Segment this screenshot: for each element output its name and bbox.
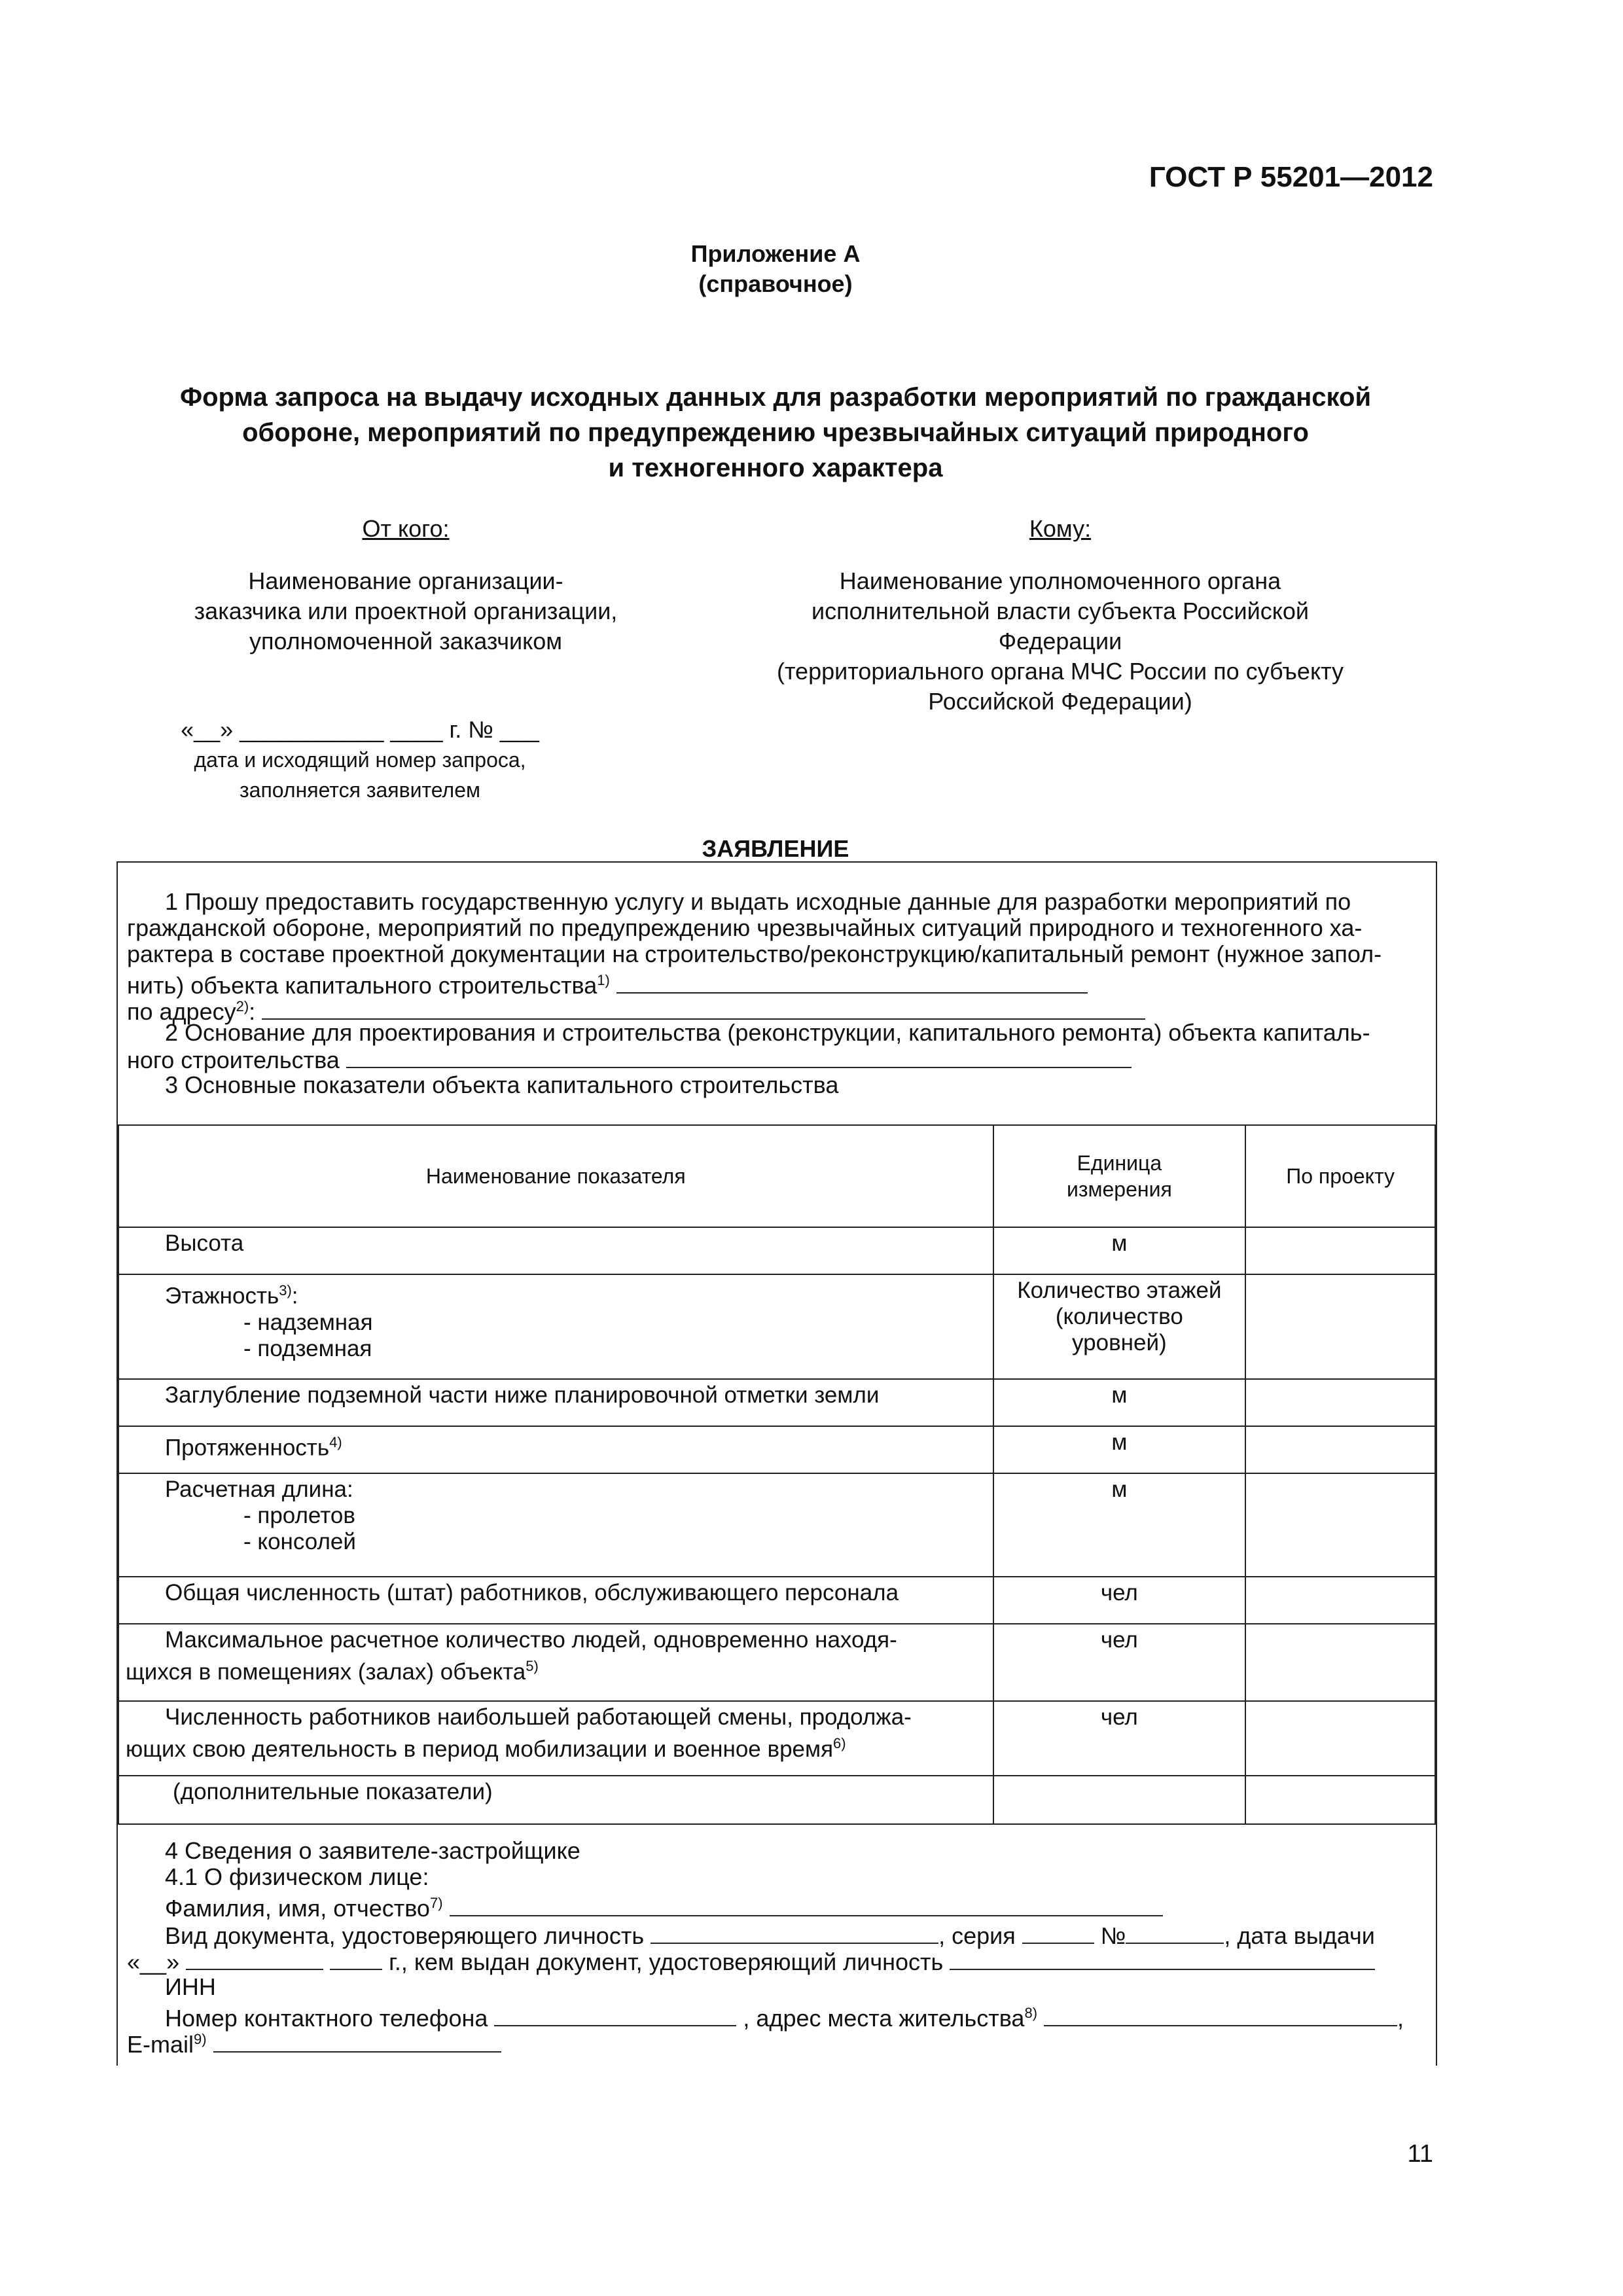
object-name-field[interactable] (616, 971, 1088, 994)
phone-field[interactable] (494, 2004, 736, 2026)
full-name-field[interactable] (450, 1894, 1163, 1916)
appendix-title: Приложение А (690, 240, 861, 267)
project-value-cell[interactable] (1245, 1274, 1435, 1379)
table-row: Высота м (118, 1227, 1435, 1274)
appendix-subtitle: (справочное) (698, 270, 853, 297)
request-date-block: «__» ___________ ____ г. № ___ дата и исходящий номер запроса, заполняется заявителем (164, 715, 556, 805)
unit-cell[interactable] (993, 1776, 1246, 1824)
project-value-cell[interactable] (1245, 1624, 1435, 1701)
project-value-cell[interactable] (1245, 1379, 1435, 1426)
table-row: (дополнительные показатели) (118, 1776, 1435, 1824)
table-row: Этажность$^{3)}$: - надземная - подземная Количество этажей (количество уровней) (118, 1274, 1435, 1379)
basis-field[interactable] (346, 1046, 1132, 1068)
form-title: Форма запроса на выдачу исходных данных для разработки мероприятий по гражданской обороне, мероприятий по предупреждению чрезвычайных ситуаций природного и техногенного характера (179, 383, 1372, 482)
standard-number: ГОСТ Р 55201—2012 (1149, 161, 1433, 193)
recipient-block: Кому: Наименование уполномоченного органа исполнительной власти субъекта Российской Федерации (территориального органа МЧС России по субъекту Российской Федерации) (733, 514, 1387, 717)
statement-heading: ЗАЯВЛЕНИЕ (702, 835, 849, 862)
issued-by-field[interactable] (950, 1948, 1375, 1970)
table-row: Численность работников наибольшей работающей смены, продолжа- ющих свою деятельность в период мобилизации и военное время$^{6)}$ чел (118, 1701, 1435, 1776)
project-value-cell[interactable] (1245, 1227, 1435, 1274)
recipient-label: Кому: (1029, 515, 1092, 542)
project-value-cell[interactable] (1245, 1701, 1435, 1776)
table-row: Общая численность (штат) работников, обслуживающего персонала чел (118, 1577, 1435, 1624)
project-value-cell[interactable] (1245, 1776, 1435, 1824)
residence-address-field[interactable] (1044, 2004, 1397, 2026)
address-field[interactable] (262, 997, 1145, 1020)
indicators-table (118, 1124, 1436, 1825)
id-document-field[interactable] (651, 1922, 938, 1944)
issue-date-field[interactable] (186, 1948, 323, 1970)
project-value-cell[interactable] (1245, 1426, 1435, 1473)
issue-year-field[interactable] (330, 1948, 382, 1970)
page-number: 11 (1407, 2140, 1433, 2168)
request-date-line: «__» ___________ ____ г. № ___ (181, 716, 539, 743)
table-row: Максимальное расчетное количество людей, одновременно находя- щихся в помещениях (залах) объекта$^{5)}$ чел (118, 1624, 1435, 1701)
sender-block: От кого: Наименование организации- заказчика или проектной организации, уполномоченной заказчиком (151, 514, 661, 656)
number-field[interactable] (1126, 1922, 1224, 1944)
table-header-row: Наименование показателя Единица измерения По проекту (118, 1125, 1435, 1227)
table-row: Протяженность$^{4)}$ м (118, 1426, 1435, 1473)
project-value-cell[interactable] (1245, 1473, 1435, 1577)
table-row: Заглубление подземной части ниже планировочной отметки земли м (118, 1379, 1435, 1426)
inn-label: ИНН (165, 1973, 216, 2000)
series-field[interactable] (1022, 1922, 1094, 1944)
email-field[interactable] (213, 2030, 501, 2053)
table-row: Расчетная длина: - пролетов - консолей м (118, 1473, 1435, 1577)
project-value-cell[interactable] (1245, 1577, 1435, 1624)
sender-label: От кого: (362, 515, 450, 542)
statement-frame: 1 Прошу предоставить государственную услугу и выдать исходные данные для разработки мероприятий по гражданской обороне, мероприятий по предупреждению чрезвычайных ситуаций природного и техногенного ха- рактера в составе проектной документации на строительство/реконструкцию/капитальный ремонт (нужное запол- нить) объекта капитального строительства$^{1)}$ по адресу$^{2)}$: 2 Основание для проектирования и строительства (реконструкции, капитального ремонта) объекта капиталь- ного строительства 3 Основные показатели объекта капитального строительства Наименование показателя Единица измерения По проекту Высота м Этажность$^{3)}$: - надземная - подземная Количество этажей (количество уровней) Заглубление подземной части ниже планировочной отметки земли м Протяженность$^{4)}$ м Расчетная длина: - пролетов - консолей м Общая численность (штат) работников, обслуживающего персонала чел Максимальное расчетное количество людей, одновременно находя- щихся в помещениях (залах) объекта$^{5)}$ чел Численность работников наибольшей работающей смены, продолжа- ющих свою деятельность в период мобилизации и военное время$^{6)}$ чел (дополнительные показатели) 4 Сведения о заявителе-застройщике 4.1 О физическом лице: Фамилия, имя, отчество$^{7)}$ Вид документа, удостоверяющего личность , серия № , дата выдачи «__» г., кем выдан документ, удостоверяющий личность ИНН Номер контактного телефона , адрес места жительства$^{8)}$ , E-mail$^{9)}$ (116, 861, 1437, 2066)
